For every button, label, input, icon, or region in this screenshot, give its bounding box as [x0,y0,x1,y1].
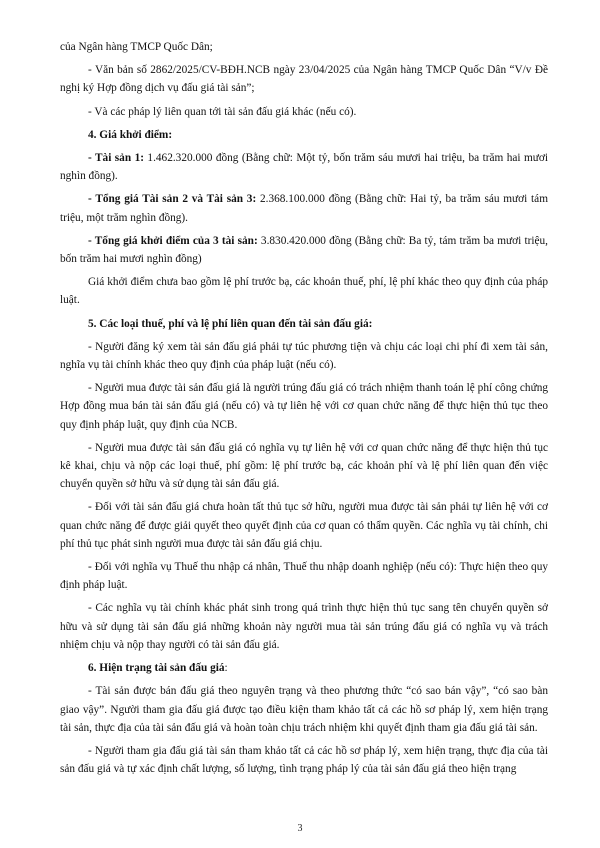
price-item-3 [60,232,548,268]
heading-asset-status-text: 6. Hiện trạng tài sản đấu giá [88,662,225,675]
heading-asset-status [60,659,548,677]
price-item-3-text: 3.830.420.000 đồng (Bằng chữ: Ba tỷ, tám trăm ba mươi triệu, bốn trăm hai mươi nghìn đồng) [60,234,548,266]
page-number: 3 [297,823,303,834]
document-body [60,38,548,783]
price-item-2-text: 2.368.100.000 đồng (Bằng chữ: Hai tỷ, ba trăm sáu mươi tám triệu, một trăm nghìn đồng). [60,193,548,224]
status-paragraph-1: - Tài sản được bán đấu giá theo nguyên trạng và theo phương thức “có sao bán vậy”, “có sao bàn giao vậy”. Người tham gia đấu giá được tạo điều kiện tham khảo tất cả các hồ sơ pháp lý, xem hiện trạng tài sản, thực địa của tài sản đấu giá và hoàn toàn chịu trách nhiệm khi quyết định tham gia đấu giá tài sản. [60,685,548,734]
price-item-2-label: - Tổng giá Tài sản 2 và Tài sản 3: [88,193,257,206]
paragraph-continuation: của Ngân hàng TMCP Quốc Dân; [60,41,213,53]
price-item-1-label: - Tài sản 1: [88,152,144,165]
paragraph-document-reference: - Văn bản số 2862/2025/CV-BĐH.NCB ngày 23/04/2025 của Ngân hàng TMCP Quốc Dân “V/v Đề nghị ký Hợp đồng dịch vụ đấu giá tài sản”; [60,64,548,95]
tax-paragraph-1: - Người đăng ký xem tài sản đấu giá phải tự túc phương tiện và chịu các loại chi phí đi xem tài sản, nghĩa vụ tài chính khác theo quy định của pháp luật (nếu có). [60,340,548,372]
price-item-1 [60,149,548,185]
tax-paragraph-6: - Các nghĩa vụ tài chính khác phát sinh trong quá trình thực hiện thủ tục sang tên chuyển quyền sở hữu và sử dụng tài sản đấu giá những khoản này người mua tài sản trúng đấu giá có nghĩa vụ và trách nhiệm chịu và nộp thay người có tài sản đấu giá. [60,602,548,651]
tax-paragraph-3: - Người mua được tài sản đấu giá có nghĩa vụ tự liên hệ với cơ quan chức năng để thực hiện thủ tục kê khai, chịu và nộp các loại thuế, phí gồm: lệ phí trước bạ, các khoản phí và lệ phí liên quan đến việc chuyển quyền sở hữu và sử dụng tài sản đấu giá. [60,441,548,491]
price-item-2 [60,190,548,226]
heading-starting-price: 4. Giá khởi điểm: [88,128,173,141]
heading-taxes-fees: 5. Các loại thuế, phí và lệ phí liên quan đến tài sản đấu giá: [88,317,373,330]
tax-paragraph-4: - Đối với tài sản đấu giá chưa hoàn tất thủ tục sở hữu, người mua được tài sản phải tự liên hệ với cơ quan chức năng để được giải quyết theo quyết định của cơ quan có thẩm quyền. Các nghĩa vụ tài chính, chi phí thủ tục phát sinh người mua được tài sản đấu giá chịu. [60,501,548,550]
status-paragraph-2: - Người tham gia đấu giá tài sản tham khảo tất cả các hồ sơ pháp lý, xem hiện trạng, thực địa của tài sản đấu giá và tự xác định chất lượng, số lượng, tình trạng pháp lý của tài sản đấu giá theo hiện trạng [60,744,548,776]
tax-paragraph-5: - Đối với nghĩa vụ Thuế thu nhập cá nhân, Thuế thu nhập doanh nghiệp (nếu có): Thực hiện theo quy định pháp luật. [60,561,548,592]
price-note: Giá khởi điểm chưa bao gồm lệ phí trước bạ, các khoản thuế, phí, lệ phí khác theo quy định của pháp luật. [60,276,548,307]
price-item-1-text: 1.462.320.000 đồng (Bằng chữ: Một tỷ, bốn trăm sáu mươi hai triệu, ba trăm hai mươi nghìn đồng). [60,152,548,183]
tax-paragraph-2: - Người mua được tài sản đấu giá là người trúng đấu giá có trách nhiệm thanh toán lệ phí công chứng Hợp đồng mua bán tài sản đấu giá (nếu có) và tự liên hệ với cơ quan chức năng để thực hiện thủ tục theo quy định pháp luật, quy định của NCB. [60,382,548,431]
price-item-3-label: - Tổng giá khởi điểm của 3 tài sản: [88,234,258,247]
heading-asset-status-colon: : [224,662,228,675]
paragraph-other-legal: - Và các pháp lý liên quan tới tài sản đấu giá khác (nếu có). [88,105,357,118]
